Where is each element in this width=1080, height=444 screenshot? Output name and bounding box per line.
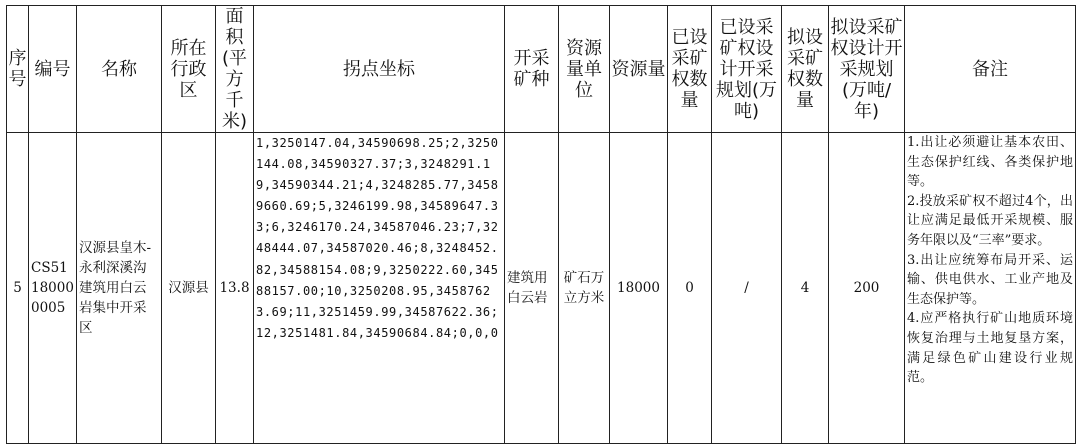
cell-resource: 18000 bbox=[610, 133, 668, 444]
remark-item-3: 3.出让应统筹布局开采、运输、供电供水、工业产地及生态保护等。 bbox=[907, 252, 1073, 307]
cell-code: CS51180000005 bbox=[29, 133, 77, 444]
cell-mineral: 建筑用白云岩 bbox=[505, 133, 559, 444]
cell-resource-unit: 矿石万立方米 bbox=[559, 133, 610, 444]
remark-item-1: 1.出让必须避让基本农田、生态保护红线、各类保护地等。 bbox=[907, 135, 1073, 190]
header-existing-rights: 已设采矿权数量 bbox=[668, 6, 712, 133]
header-code: 编号 bbox=[29, 6, 77, 133]
mining-area-table bbox=[6, 5, 1076, 444]
cell-existing-rights: 0 bbox=[668, 133, 712, 444]
remark-item-2: 2.投放采矿权不超过4个，出让应满足最低开采规模、服务年限以及“三率”要求。 bbox=[907, 193, 1073, 248]
cell-district: 汉源县 bbox=[162, 133, 216, 444]
header-resource-unit: 资源量单位 bbox=[559, 6, 610, 133]
header-district: 所在行政区 bbox=[162, 6, 216, 133]
table-row bbox=[7, 133, 1076, 444]
header-resource: 资源量 bbox=[610, 6, 668, 133]
cell-name: 汉源县皇木-永利深溪沟建筑用白云岩集中开采区 bbox=[77, 133, 162, 444]
header-area: 面积(平方千米) bbox=[216, 6, 254, 133]
header-name: 名称 bbox=[77, 6, 162, 133]
header-proposed-scale: 拟设采矿权设计开采规划(万吨/年) bbox=[829, 6, 905, 133]
header-seq: 序号 bbox=[7, 6, 29, 133]
cell-proposed-rights: 4 bbox=[782, 133, 829, 444]
remark-item-4: 4.应严格执行矿山地质环境恢复治理与土地复垦方案，满足绿色矿山建设行业规范。 bbox=[907, 311, 1073, 386]
header-remarks: 备注 bbox=[905, 6, 1076, 133]
header-proposed-rights: 拟设采矿权数量 bbox=[782, 6, 829, 133]
header-mineral: 开采矿种 bbox=[505, 6, 559, 133]
cell-planned-existing-scale: / bbox=[712, 133, 782, 444]
cell-proposed-scale: 200 bbox=[829, 133, 905, 444]
cell-coords: 1,3250147.04,34590698.25;2,3250144.08,34590327.37;3,3248291.19,34590344.21;4,3248285.77,34589660.69;5,3246199.98,34589647.33;6,3246170.24,34587046.23;7,3248444.07,34587020.46;8,3248452.82,34588154.08;9,3250222.60,34588157.00;10,3250208.95,34587623.69;11,3251459.99,34587622.36;12,3251481.84,34590684.84;0,0,0 bbox=[254, 133, 505, 444]
cell-seq: 5 bbox=[7, 133, 29, 444]
header-planned-existing-scale: 已设采矿权设计开采规划(万吨) bbox=[712, 6, 782, 133]
cell-area: 13.8 bbox=[216, 133, 254, 444]
header-coords: 拐点坐标 bbox=[254, 6, 505, 133]
header-row bbox=[7, 6, 1076, 133]
cell-remarks bbox=[905, 133, 1076, 444]
